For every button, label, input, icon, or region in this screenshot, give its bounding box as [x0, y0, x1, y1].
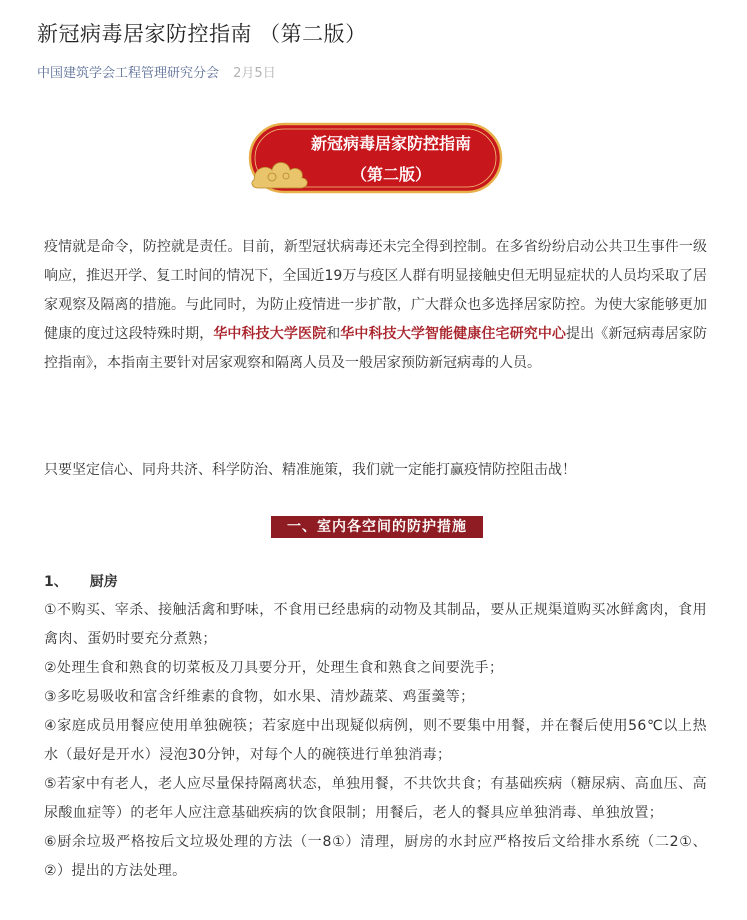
article-meta: [37, 62, 276, 81]
kitchen-items: [44, 596, 707, 886]
section-heading: 一、室内各空间的防护措施: [271, 516, 483, 538]
list-item: ③多吃易吸收和富含纤维素的食物，如水果、清炒蔬菜、鸡蛋羹等；: [44, 689, 475, 705]
sub-heading-number: 1、: [44, 574, 68, 590]
banner-title: 新冠病毒居家防控指南: [310, 134, 471, 153]
intro-and: 和: [326, 326, 341, 342]
list-item: ④家庭成员用餐应使用单独碗筷；若家庭中出现疑似病例，则不要集中用餐，并在餐后使用56℃以上热水（最好是开水）浸泡30分钟，对每个人的碗筷进行单独消毒；: [44, 718, 707, 763]
highlight-org-2: 华中科技大学智能健康住宅研究中心: [340, 326, 567, 342]
author-link[interactable]: 中国建筑学会工程管理研究分会: [37, 66, 220, 81]
list-item: ①不购买、宰杀、接触活禽和野味，不食用已经患病的动物及其制品，要从正规渠道购买冰鲜禽肉，食用禽肉、蛋奶时要充分煮熟；: [44, 602, 707, 647]
publish-date: 2月5日: [233, 66, 276, 81]
title-banner: [248, 122, 503, 194]
list-item: ⑥厨余垃圾严格按后文垃圾处理的方法（一8①）清理，厨房的水封应严格按后文给排水系统（二2①、②）提出的方法处理。: [44, 834, 707, 879]
intro-text-1: 疫情就是命令，防控就是责任。目前，新型冠状病毒还未完全得到控制。在多省纷纷启动公共卫生事件一级响应，推迟开学、复工时间的情况下，全国近19万与疫区人群有明显接触史但无明显症状的人员均采取了居家观察及隔离的措施。与此同时，为防止疫情进一步扩散，广大群众也多选择居家防控。为使大家能够更加健康的度过这段特殊时期，: [44, 239, 707, 342]
article-title: 新冠病毒居家防控指南 （第二版）: [37, 22, 367, 46]
list-item: ⑤若家中有老人，老人应尽量保持隔离状态，单独用餐，不共饮共食；有基础疾病（糖尿病、高血压、高尿酸血症等）的老年人应注意基础疾病的饮食限制；用餐后，老人的餐具应单独消毒、单独放置；: [44, 776, 707, 821]
intro-text-2: 提出《新冠病毒居家防控指南》，本指南主要针对居家观察和隔离人员及一般居家预防新冠病毒的人员。: [44, 326, 708, 371]
intro-paragraph: [44, 233, 707, 378]
sub-heading-kitchen: [44, 571, 118, 591]
banner-edition: （第二版）: [350, 165, 431, 184]
sub-heading-title: 厨房: [89, 574, 118, 590]
list-item: ②处理生食和熟食的切菜板及刀具要分开，处理生食和熟食之间要洗手；: [44, 660, 504, 676]
highlight-org-1: 华中科技大学医院: [213, 326, 327, 342]
slogan-paragraph: 只要坚定信心、同舟共济、科学防治、精准施策，我们就一定能打赢疫情防控阻击战！: [44, 462, 576, 478]
